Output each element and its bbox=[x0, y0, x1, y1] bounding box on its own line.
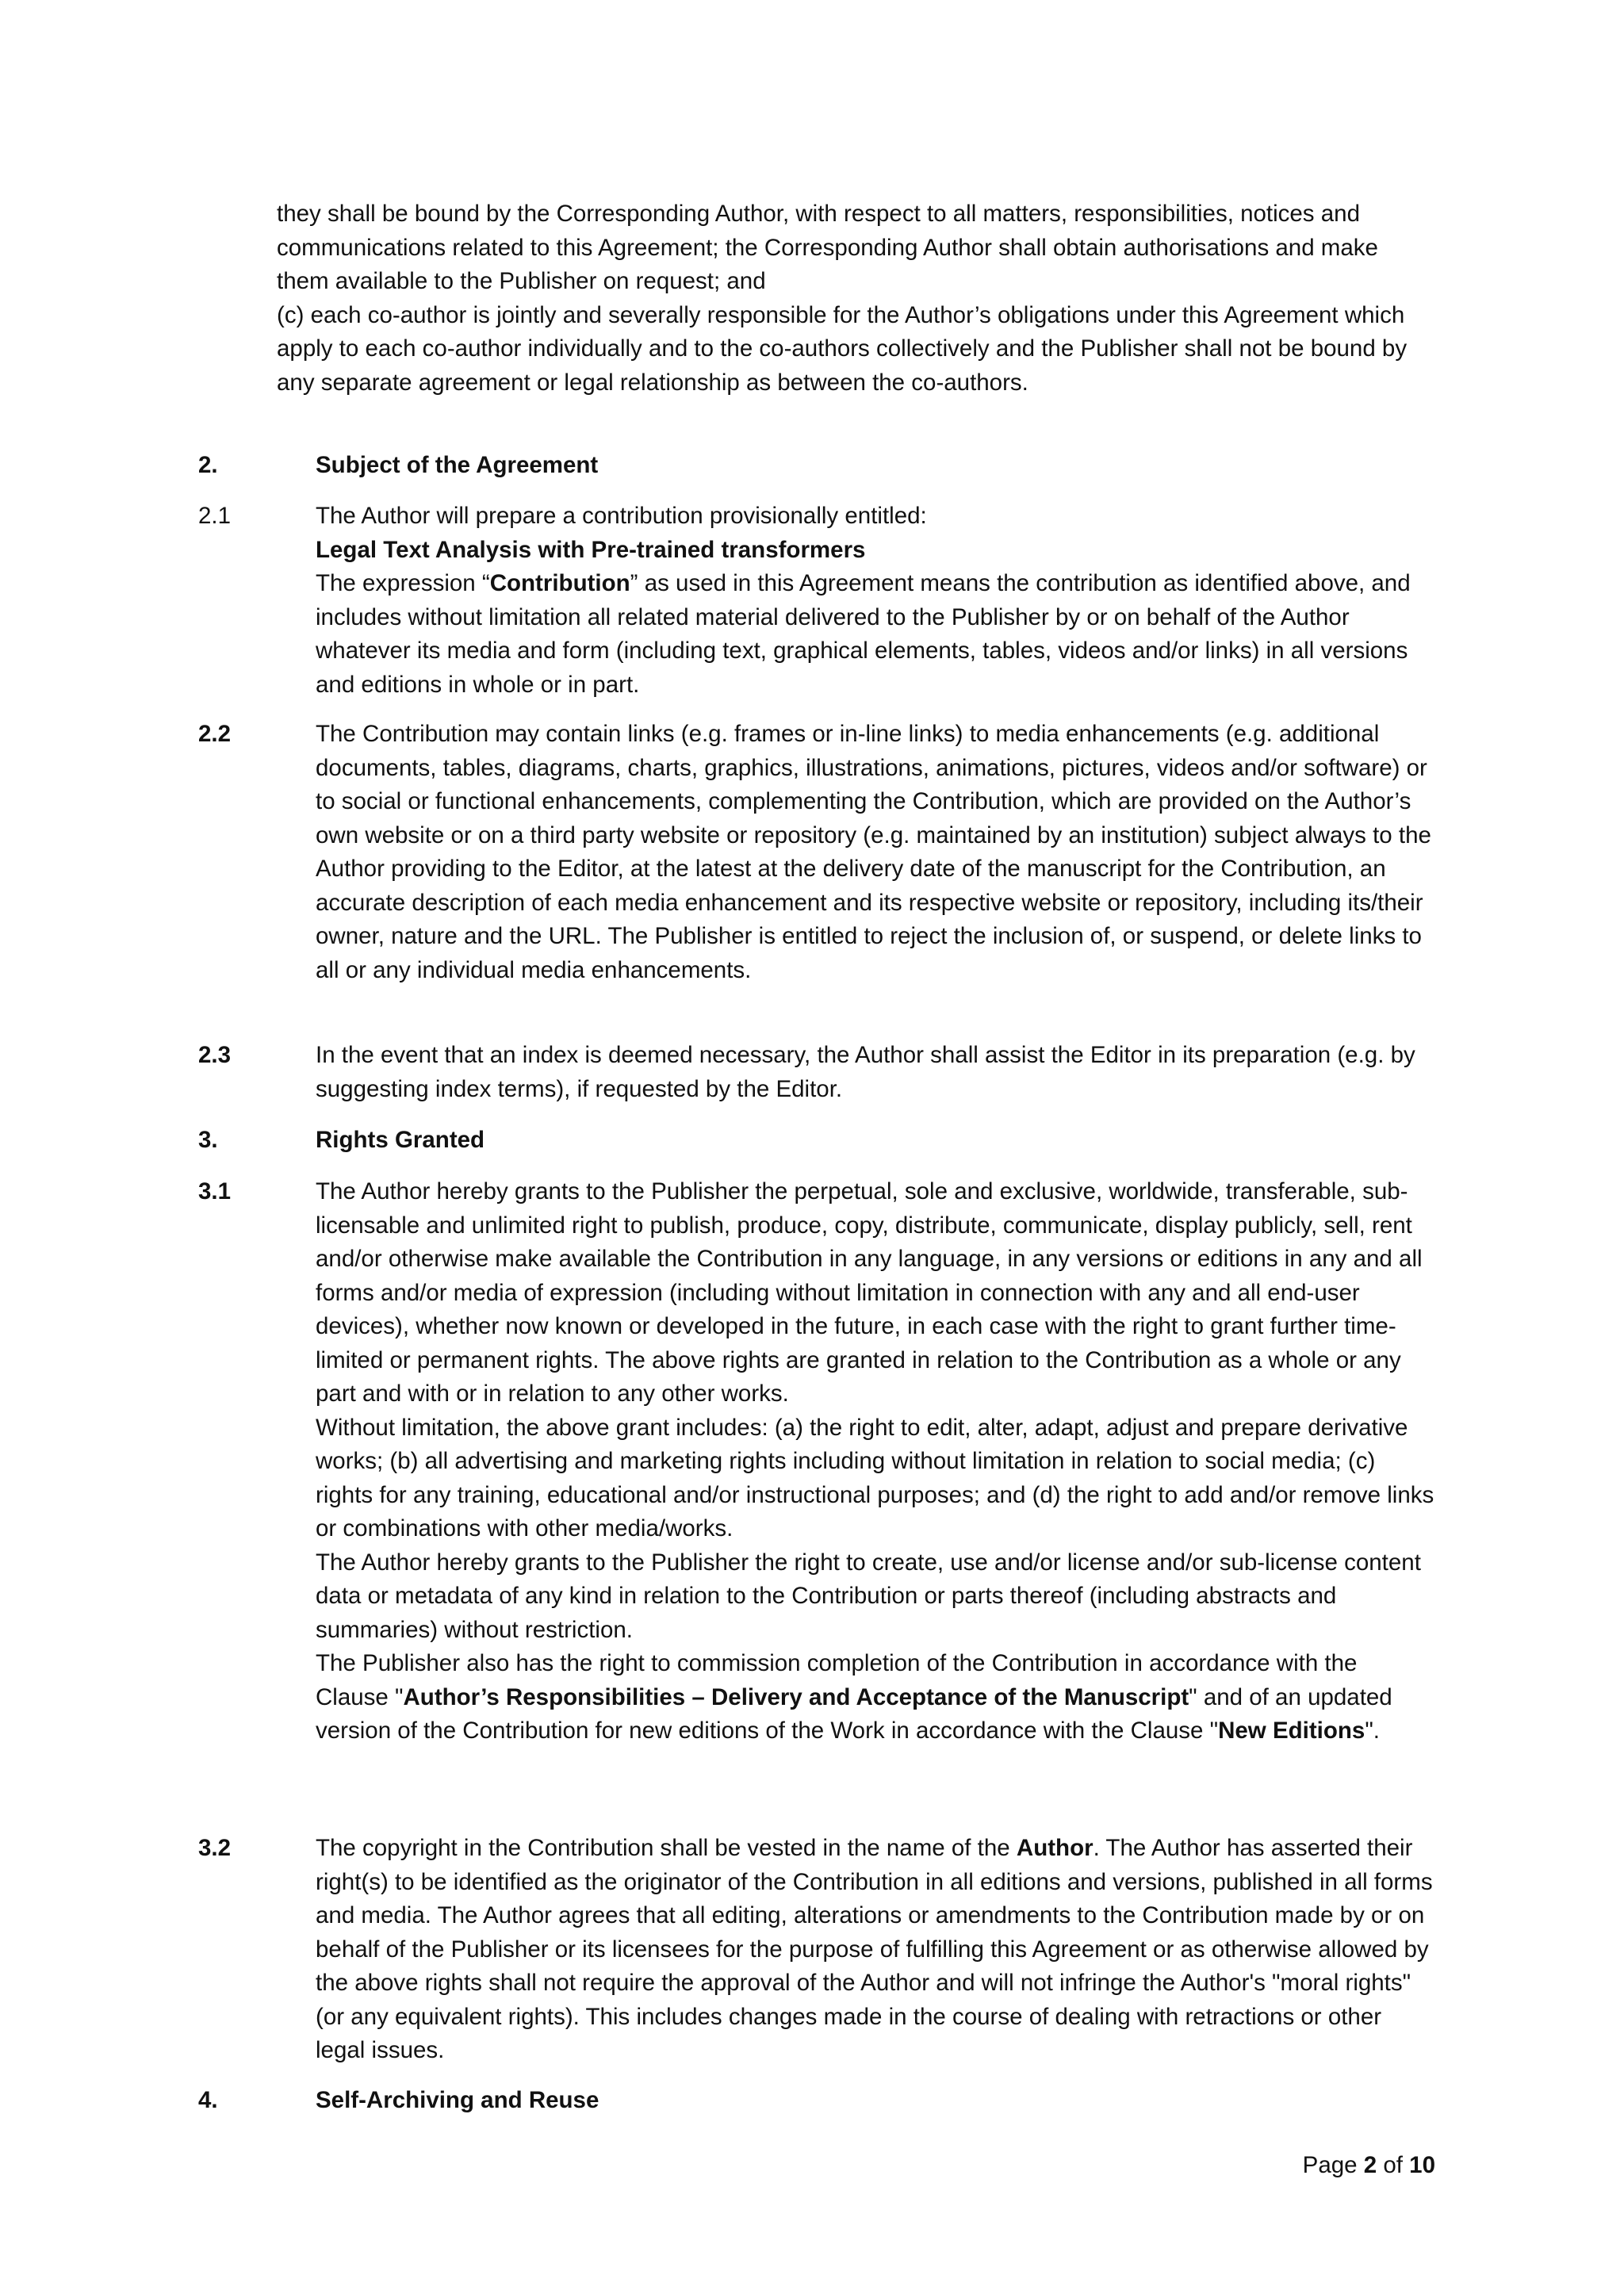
intro-paragraph-b: they shall be bound by the Corresponding Author, with respect to all matters, responsibilities, notices and communications related to this Agreement; the Corresponding Author shall obtain authorisations and make them available to the Publisher on request; and bbox=[277, 201, 1378, 294]
clause-reference: New Editions bbox=[1218, 1718, 1365, 1744]
clause-text: The Contribution may contain links (e.g. frames or in-line links) to media enhancements (e.g. additional documents, tables, diagrams, charts, graphics, illustrations, animations, pictures, videos and/or software) or to social or functional enhancements, complementing the Contribution, which are provided on the Author’s own website or on a third party website or repository (e.g. maintained by an institution) subject always to the Author providing to the Editor, at the latest at the delivery date of the manuscript for the Contribution, an accurate description of each media enhancement and its respective website or repository, including its/their owner, nature and the URL. The Publisher is entitled to reject the inclusion of, or suspend, or delete links to all or any individual media enhancements. bbox=[316, 721, 1431, 983]
clause-2-1 bbox=[198, 500, 1435, 702]
clause-text: The copyright in the Contribution shall be vested in the name of the Author. The Author has asserted their right(s) to be identified as the originator of the Contribution in all editions and versions, published in all forms and media. The Author agrees that all editing, alterations or amendments to the Contribution made by or on behalf of the Publisher or its licensees for the purpose of fulfilling this Agreement or as otherwise allowed by the above rights shall not require the approval of the Author and will not infringe the Author's "moral rights" (or any equivalent rights). This includes changes made in the course of dealing with retractions or other legal issues. bbox=[316, 1835, 1433, 2063]
clause-text-scope: Without limitation, the above grant includes: (a) the right to edit, alter, adapt, adjust and prepare derivative works; (b) all advertising and marketing rights including without limitation in relation to social media; (c) rights for any training, educational and/or instructional purposes; and (d) the right to add and/or remove links or combinations with other media/works. bbox=[316, 1414, 1434, 1541]
clause-text-metadata: The Author hereby grants to the Publisher the right to create, use and/or license and/or sub-license content data or metadata of any kind in relation to the Contribution or parts thereof (including abstracts and summaries) without restriction. bbox=[316, 1549, 1421, 1643]
section-title: Self-Archiving and Reuse bbox=[316, 2087, 599, 2113]
section-2-heading bbox=[198, 449, 1435, 483]
defined-term: Author bbox=[1016, 1835, 1094, 1861]
section-4-heading bbox=[198, 2084, 1435, 2118]
clause-reference: Author’s Responsibilities – Delivery and Acceptance of the Manuscript bbox=[403, 1683, 1189, 1710]
clause-number: 3.2 bbox=[198, 1835, 232, 1861]
contribution-title: Legal Text Analysis with Pre-trained transformers bbox=[316, 536, 866, 563]
section-3-heading bbox=[198, 1124, 1435, 1158]
clause-number: 3.1 bbox=[198, 1178, 232, 1204]
clause-number: 2.3 bbox=[198, 1042, 232, 1068]
clause-3-2 bbox=[198, 1832, 1435, 2068]
section-number: 4. bbox=[198, 2087, 218, 2113]
clause-3-1 bbox=[198, 1175, 1435, 1748]
clause-number: 2.2 bbox=[198, 721, 232, 747]
clause-text: In the event that an index is deemed necessary, the Author shall assist the Editor in its preparation (e.g. by suggesting index terms), if requested by the Editor. bbox=[316, 1042, 1415, 1102]
section-title: Subject of the Agreement bbox=[316, 452, 599, 478]
defined-term: Contribution bbox=[489, 570, 630, 596]
clause-2-2 bbox=[198, 718, 1435, 987]
current-page: 2 bbox=[1363, 2152, 1377, 2178]
section-number: 2. bbox=[198, 452, 218, 478]
clause-text-definition: The expression “Contribution” as used in this Agreement means the contribution as identified above, and includes without limitation all related material delivered to the Publisher by or on behalf of the Author whatever its media and form (including text, graphical elements, tables, videos and/or links) in all versions and editions in whole or in part. bbox=[316, 570, 1411, 698]
intro-paragraph-c: (c) each co-author is jointly and severally responsible for the Author’s obligations under this Agreement which apply to each co-author individually and to the co-authors collectively and the Publisher shall not be bound by any separate agreement or legal relationship as between the co-authors. bbox=[277, 301, 1408, 396]
clause-1-continuation bbox=[277, 197, 1434, 400]
section-number: 3. bbox=[198, 1127, 218, 1153]
clause-text-grant: The Author hereby grants to the Publisher the perpetual, sole and exclusive, worldwide, transferable, sub-licensable and unlimited right to publish, produce, copy, distribute, communicate, display publicly, sell, rent and/or otherwise make available the Contribution in any language, in any versions or editions in any and all forms and/or media of expression (including without limitation in connection with any and all end-user devices), whether now known or developed in the future, in each case with the right to grant further time-limited or permanent rights. The above rights are granted in relation to the Contribution as a whole or any part and with or in relation to any other works. bbox=[316, 1178, 1423, 1407]
clause-2-3 bbox=[198, 1039, 1435, 1106]
page-number: Page 2 of 10 bbox=[1302, 2152, 1435, 2178]
clause-text-commission: The Publisher also has the right to commission completion of the Contribution in accordance with the Clause "Author’s Responsibilities – Delivery and Acceptance of the Manuscript" and of an updated version of the Contribution for new editions of the Work in accordance with the Clause "New Editions". bbox=[316, 1650, 1392, 1744]
total-pages: 10 bbox=[1409, 2152, 1435, 2178]
clause-text: The Author will prepare a contribution provisionally entitled: bbox=[316, 503, 927, 529]
section-title: Rights Granted bbox=[316, 1127, 485, 1153]
clause-number: 2.1 bbox=[198, 503, 232, 529]
